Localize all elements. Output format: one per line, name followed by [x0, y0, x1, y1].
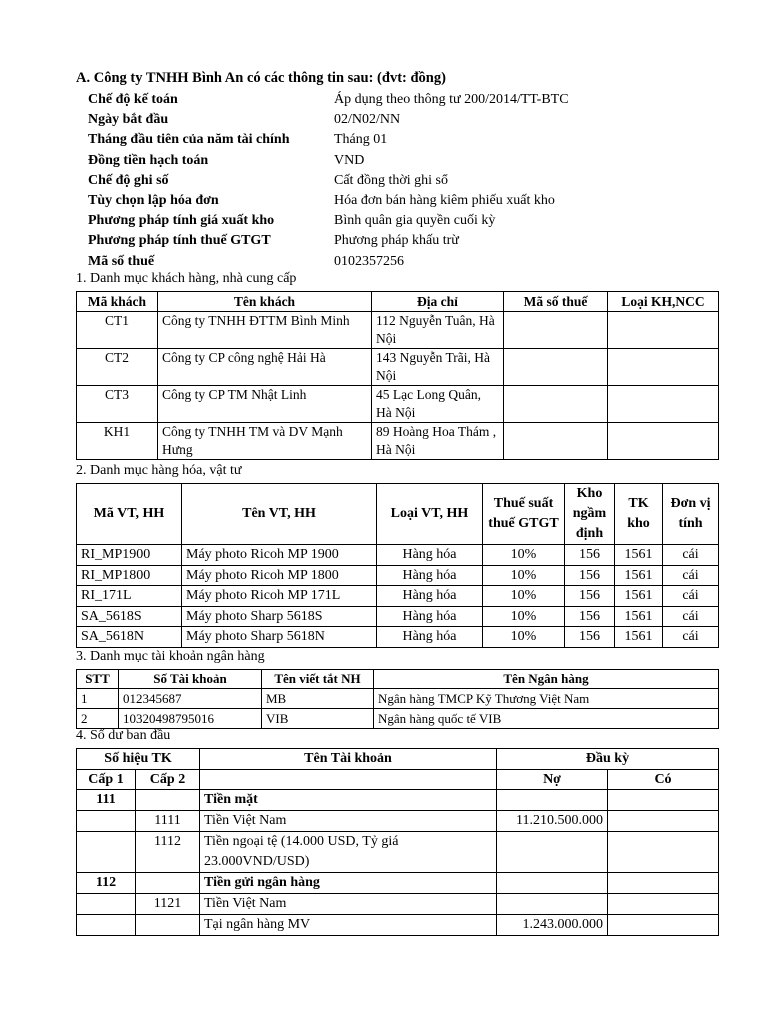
cell-tax	[504, 349, 608, 386]
cell-vat: 10%	[483, 586, 565, 607]
cell-type: Hàng hóa	[377, 627, 483, 648]
info-key: Đồng tiền hạch toán	[88, 152, 209, 168]
cell-credit	[608, 873, 719, 894]
cell-unit: cái	[663, 565, 719, 586]
info-value: Bình quân gia quyền cuối kỳ	[334, 213, 496, 229]
cell-store: 156	[565, 606, 615, 627]
column-header: Kho ngầm định	[565, 484, 615, 545]
column-header: Loại KH,NCC	[608, 292, 719, 312]
table-row	[77, 386, 719, 423]
cell-account-name: Tiền Việt Nam	[200, 894, 497, 915]
table-header-row	[77, 749, 719, 770]
cell-level1	[77, 915, 136, 936]
cell-debit	[497, 790, 608, 811]
cell-account: 1561	[615, 565, 663, 586]
table-row	[77, 423, 719, 460]
info-value: Hóa đơn bán hàng kiêm phiếu xuất kho	[334, 192, 555, 208]
cell-account: 1561	[615, 586, 663, 607]
column-header: Có	[608, 769, 719, 790]
cell-debit	[497, 873, 608, 894]
cell-store: 156	[565, 586, 615, 607]
info-key: Chế độ kế toán	[88, 92, 178, 107]
table-header-row	[77, 670, 719, 689]
column-header: Số hiệu TK	[77, 749, 200, 770]
table-row	[77, 606, 719, 627]
cell-address: 112 Nguyễn Tuân, Hà Nội	[372, 312, 504, 349]
table-row	[77, 545, 719, 566]
table-row	[77, 832, 719, 873]
cell-level2	[136, 915, 200, 936]
table-row	[77, 689, 719, 709]
cell-vat: 10%	[483, 565, 565, 586]
cell-level1: 112	[77, 873, 136, 894]
cell-unit: cái	[663, 545, 719, 566]
cell-credit	[608, 894, 719, 915]
cell-tax	[504, 423, 608, 460]
cell-type	[608, 386, 719, 423]
column-header: Tên khách	[158, 292, 372, 312]
column-header: Loại VT, HH	[377, 484, 483, 545]
cell-unit: cái	[663, 606, 719, 627]
column-header: Tên Ngân hàng	[374, 670, 719, 689]
column-header: Số Tài khoản	[119, 670, 262, 689]
cell-name: Máy photo Ricoh MP 171L	[182, 586, 377, 607]
cell-account-name: Tiền Việt Nam	[200, 811, 497, 832]
table-row	[77, 312, 719, 349]
cell-type: Hàng hóa	[377, 545, 483, 566]
cell-account: 1561	[615, 627, 663, 648]
table-row	[77, 627, 719, 648]
info-key: Tùy chọn lập hóa đơn	[88, 192, 219, 208]
info-value: Phương pháp khấu trừ	[334, 233, 459, 249]
table-row	[77, 811, 719, 832]
cell-code: RI_MP1800	[77, 565, 182, 586]
cell-vat: 10%	[483, 627, 565, 648]
section-title-customers: 1. Danh mục khách hàng, nhà cung cấp	[76, 271, 297, 286]
info-value: 0102357256	[334, 253, 404, 269]
cell-stt: 1	[77, 689, 119, 709]
info-value: 02/N02/NN	[334, 112, 401, 128]
column-header: Đơn vị tính	[663, 484, 719, 545]
cell-code: SA_5618N	[77, 627, 182, 648]
cell-account-name: Tại ngân hàng MV	[200, 915, 497, 936]
section-title-banks: 3. Danh mục tài khoản ngân hàng	[76, 649, 265, 664]
cell-name: Công ty CP công nghệ Hải Hà	[158, 349, 372, 386]
table-row	[77, 565, 719, 586]
cell-code: RI_MP1900	[77, 545, 182, 566]
column-header: Đầu kỳ	[497, 749, 719, 770]
column-header: Cấp 1	[77, 769, 136, 790]
customers-table	[76, 291, 719, 460]
column-header: Nợ	[497, 769, 608, 790]
cell-credit	[608, 832, 719, 873]
cell-credit	[608, 915, 719, 936]
cell-level1	[77, 811, 136, 832]
cell-store: 156	[565, 545, 615, 566]
cell-name: Máy photo Ricoh MP 1800	[182, 565, 377, 586]
info-key: Chế độ ghi số	[88, 172, 169, 188]
table-header-row	[77, 484, 719, 545]
cell-level2: 1121	[136, 894, 200, 915]
table-row	[77, 586, 719, 607]
cell-store: 156	[565, 627, 615, 648]
goods-table	[76, 483, 719, 648]
cell-code: CT1	[77, 312, 158, 349]
column-header: Mã khách	[77, 292, 158, 312]
cell-name: Máy photo Sharp 5618S	[182, 606, 377, 627]
info-key: Mã số thuế	[88, 253, 155, 269]
cell-level2	[136, 790, 200, 811]
cell-name: Công ty TNHH ĐTTM Bình Minh	[158, 312, 372, 349]
cell-account: 012345687	[119, 689, 262, 709]
cell-level2: 1112	[136, 832, 200, 873]
cell-short: MB	[262, 689, 374, 709]
cell-type: Hàng hóa	[377, 586, 483, 607]
banks-table	[76, 669, 719, 729]
cell-address: 45 Lạc Long Quân, Hà Nội	[372, 386, 504, 423]
info-value: VND	[334, 152, 365, 168]
column-header: Mã số thuế	[504, 292, 608, 312]
cell-vat: 10%	[483, 545, 565, 566]
table-row	[77, 790, 719, 811]
table-row	[77, 915, 719, 936]
table-row	[77, 349, 719, 386]
table-row	[77, 873, 719, 894]
cell-level2: 1111	[136, 811, 200, 832]
cell-unit: cái	[663, 586, 719, 607]
column-header: Tên Tài khoản	[200, 749, 497, 770]
cell-type: Hàng hóa	[377, 565, 483, 586]
column-header: Tên viết tắt NH	[262, 670, 374, 689]
cell-code: RI_171L	[77, 586, 182, 607]
column-header: STT	[77, 670, 119, 689]
column-header: TK kho	[615, 484, 663, 545]
section-title-opening: 4. Số dư ban đầu	[76, 728, 171, 743]
column-header	[200, 769, 497, 790]
info-key: Phương pháp tính thuế GTGT	[88, 233, 271, 249]
cell-debit: 11.210.500.000	[497, 811, 608, 832]
column-header: Thuế suất thuế GTGT	[483, 484, 565, 545]
cell-account-name: Tiền gửi ngân hàng	[200, 873, 497, 894]
cell-account: 10320498795016	[119, 709, 262, 729]
info-value: Cất đồng thời ghi sổ	[334, 172, 448, 188]
cell-name: Công ty CP TM Nhật Linh	[158, 386, 372, 423]
section-title-goods: 2. Danh mục hàng hóa, vật tư	[76, 463, 242, 478]
column-header: Tên VT, HH	[182, 484, 377, 545]
cell-type	[608, 349, 719, 386]
table-header-row	[77, 769, 719, 790]
cell-level1	[77, 894, 136, 915]
cell-level1: 111	[77, 790, 136, 811]
cell-short: VIB	[262, 709, 374, 729]
table-row	[77, 894, 719, 915]
cell-type: Hàng hóa	[377, 606, 483, 627]
cell-code: KH1	[77, 423, 158, 460]
column-header: Cấp 2	[136, 769, 200, 790]
cell-account-name: Tiền ngoại tệ (14.000 USD, Tỷ giá 23.000VND/USD)	[200, 832, 497, 873]
cell-name: Công ty TNHH TM và DV Mạnh Hưng	[158, 423, 372, 460]
info-key: Phương pháp tính giá xuất kho	[88, 213, 275, 229]
column-header: Địa chỉ	[372, 292, 504, 312]
cell-store: 156	[565, 565, 615, 586]
info-key: Tháng đầu tiên của năm tài chính	[88, 132, 290, 148]
cell-credit	[608, 811, 719, 832]
cell-tax	[504, 386, 608, 423]
cell-type	[608, 423, 719, 460]
table-row	[77, 709, 719, 729]
cell-address: 143 Nguyễn Trãi, Hà Nội	[372, 349, 504, 386]
cell-name: Máy photo Sharp 5618N	[182, 627, 377, 648]
info-value: Áp dụng theo thông tư 200/2014/TT-BTC	[334, 92, 569, 107]
opening-balance-table	[76, 748, 719, 936]
cell-debit	[497, 832, 608, 873]
cell-bank-name: Ngân hàng TMCP Kỹ Thương Việt Nam	[374, 689, 719, 709]
cell-code: CT3	[77, 386, 158, 423]
cell-address: 89 Hoàng Hoa Thám , Hà Nội	[372, 423, 504, 460]
cell-debit: 1.243.000.000	[497, 915, 608, 936]
cell-code: CT2	[77, 349, 158, 386]
cell-debit	[497, 894, 608, 915]
cell-stt: 2	[77, 709, 119, 729]
cell-vat: 10%	[483, 606, 565, 627]
cell-code: SA_5618S	[77, 606, 182, 627]
cell-tax	[504, 312, 608, 349]
cell-level2	[136, 873, 200, 894]
cell-type	[608, 312, 719, 349]
table-header-row	[77, 292, 719, 312]
cell-bank-name: Ngân hàng quốc tế VIB	[374, 709, 719, 729]
cell-credit	[608, 790, 719, 811]
document-heading: A. Công ty TNHH Bình An có các thông tin sau: (đvt: đồng)	[76, 70, 446, 86]
cell-name: Máy photo Ricoh MP 1900	[182, 545, 377, 566]
cell-account: 1561	[615, 545, 663, 566]
info-key: Ngày bắt đầu	[88, 112, 169, 128]
cell-account: 1561	[615, 606, 663, 627]
info-value: Tháng 01	[334, 132, 388, 148]
cell-account-name: Tiền mặt	[200, 790, 497, 811]
cell-level1	[77, 832, 136, 873]
cell-unit: cái	[663, 627, 719, 648]
column-header: Mã VT, HH	[77, 484, 182, 545]
